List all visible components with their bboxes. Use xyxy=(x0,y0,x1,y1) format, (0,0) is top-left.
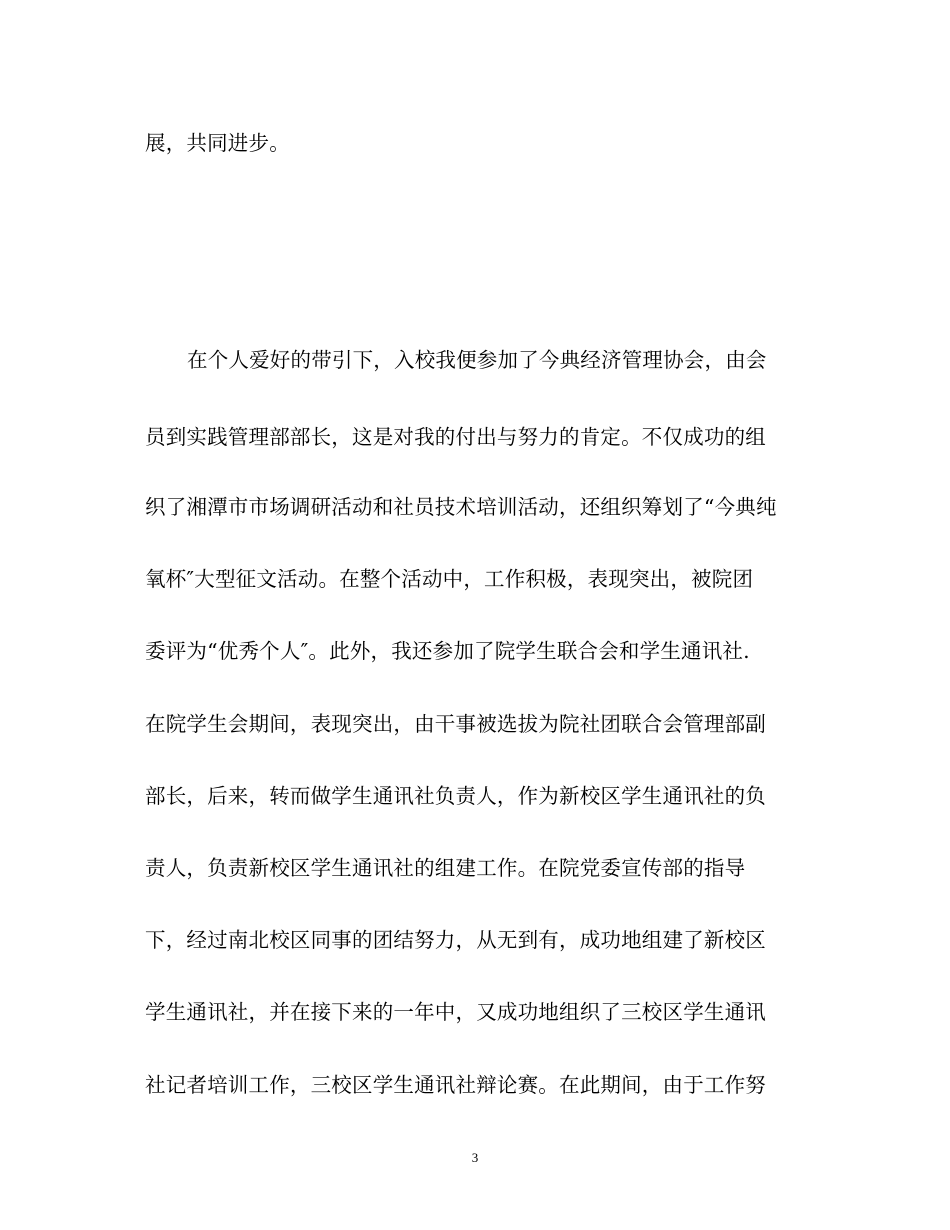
paragraph-line: 下，经过南北校区同事的团结努力，从无到有，成功地组建了新校区 xyxy=(145,928,766,952)
paragraph-line: 学生通讯社，并在接下来的一年中，又成功地组织了三校区学生通讯 xyxy=(145,1000,766,1024)
paragraph-line: 在院学生会期间，表现突出，由干事被选拔为院社团联合会管理部副 xyxy=(145,712,766,736)
paragraph-line: 责人，负责新校区学生通讯社的组建工作。在院党委宣传部的指导 xyxy=(145,856,746,880)
paragraph-line: 社记者培训工作，三校区学生通讯社辩论赛。在此期间，由于工作努 xyxy=(145,1073,766,1097)
paragraph-line: 委评为“优秀个人″。此外，我还参加了院学生联合会和学生通讯社. xyxy=(145,639,750,663)
text-line-top-fragment: 展，共同进步。 xyxy=(145,131,290,155)
paragraph-line: 织了湘潭市市场调研活动和社员技术培训活动，还组织筹划了“今典纯 xyxy=(145,495,777,519)
paragraph-line: 员到实践管理部部长，这是对我的付出与努力的肯定。不仅成功的组 xyxy=(145,425,766,449)
page-number: 3 xyxy=(471,1150,479,1165)
paragraph-line: 氧杯″大型征文活动。在整个活动中，工作积极，表现突出，被院团 xyxy=(145,567,754,591)
paragraph-line: 在个人爱好的带引下，入校我便参加了今典经济管理协会，由会 xyxy=(187,348,767,372)
paragraph-line: 部长，后来，转而做学生通讯社负责人，作为新校区学生通讯社的负 xyxy=(145,784,766,808)
